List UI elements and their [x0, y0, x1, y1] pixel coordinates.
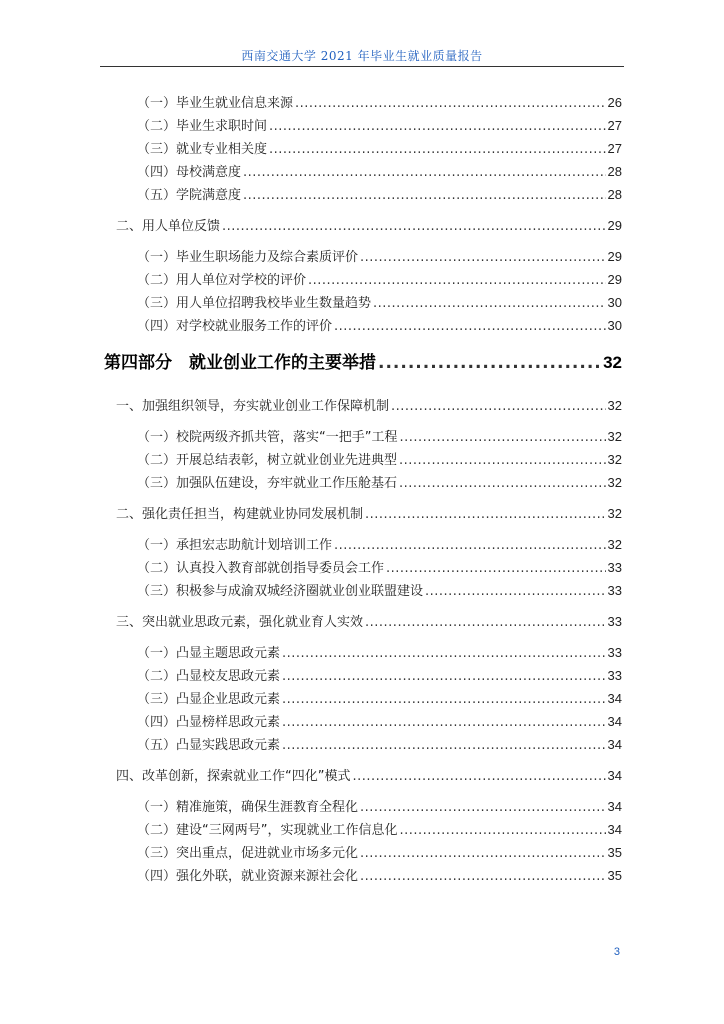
- toc-entry-label: （一）毕业生职场能力及综合素质评价: [137, 250, 359, 265]
- toc-entry-page: 32: [607, 475, 622, 490]
- toc-entry-sec[interactable]: [116, 611, 622, 630]
- toc-leader-dots: [360, 846, 606, 861]
- toc-entry-page: 26: [607, 95, 622, 110]
- toc-entry-page: 34: [607, 714, 622, 729]
- toc-leader-dots: [243, 165, 606, 180]
- toc-entry-page: 33: [607, 583, 622, 598]
- toc-entry-label: （一）承担宏志助航计划培训工作: [137, 538, 333, 553]
- page-number: 3: [613, 946, 620, 958]
- toc-entry-sec[interactable]: [116, 503, 622, 522]
- toc-entry-page: 35: [607, 868, 622, 883]
- toc-entry-sub[interactable]: [137, 92, 622, 111]
- toc-leader-dots: [425, 584, 606, 599]
- toc-entry-label: （五）学院满意度: [137, 188, 242, 203]
- toc-entry-sub[interactable]: [137, 115, 622, 134]
- toc-entry-label: （三）突出重点，促进就业市场多元化: [137, 846, 359, 861]
- toc-leader-dots: [378, 353, 601, 373]
- toc-entry-label: （一）校院两级齐抓共管，落实“一把手”工程: [137, 430, 398, 445]
- page-header-title: 西南交通大学 2021 年毕业生就业质量报告: [241, 49, 483, 63]
- toc-entry-page: 33: [607, 614, 622, 629]
- toc-leader-dots: [243, 188, 606, 203]
- toc-leader-dots: [360, 800, 606, 815]
- toc-entry-page: 28: [607, 164, 622, 179]
- toc-entry-label: （二）凸显校友思政元素: [137, 669, 281, 684]
- toc-leader-dots: [399, 453, 606, 468]
- toc-leader-dots: [352, 769, 605, 784]
- toc-entry-sub[interactable]: [137, 246, 622, 265]
- toc-entry-page: 29: [607, 218, 622, 233]
- toc-entry-label: 第四部分 就业创业工作的主要举措: [104, 353, 376, 373]
- toc-entry-sub[interactable]: [137, 449, 622, 468]
- toc-entry-sub[interactable]: [137, 796, 622, 815]
- toc-leader-dots: [373, 296, 606, 311]
- toc-entry-sub[interactable]: [137, 665, 622, 684]
- toc-leader-dots: [386, 561, 606, 576]
- toc-leader-dots: [308, 273, 606, 288]
- toc-leader-dots: [399, 430, 605, 445]
- toc-entry-page: 32: [603, 353, 622, 372]
- toc-entry-page: 33: [607, 668, 622, 683]
- toc-entry-page: 34: [607, 768, 622, 783]
- toc-leader-dots: [282, 715, 606, 730]
- toc-entry-sub[interactable]: [137, 688, 622, 707]
- toc-entry-sub[interactable]: [137, 315, 622, 334]
- toc-entry-page: 33: [607, 560, 622, 575]
- toc-entry-page: 32: [607, 452, 622, 467]
- toc-entry-page: 32: [607, 429, 622, 444]
- toc-entry-sub[interactable]: [137, 842, 622, 861]
- toc-entry-label: （二）建设“三网两号”，实现就业工作信息化: [137, 823, 398, 838]
- toc-entry-part[interactable]: [104, 348, 622, 373]
- toc-entry-sub[interactable]: [137, 642, 622, 661]
- toc-entry-sub[interactable]: [137, 734, 622, 753]
- toc-leader-dots: [360, 250, 606, 265]
- toc-entry-sub[interactable]: [137, 426, 622, 445]
- toc-entry-sub[interactable]: [137, 269, 622, 288]
- toc-leader-dots: [365, 615, 606, 630]
- toc-entry-page: 34: [607, 799, 622, 814]
- toc-entry-label: （四）母校满意度: [137, 165, 242, 180]
- toc-entry-label: 三、突出就业思政元素，强化就业育人实效: [116, 615, 364, 630]
- toc-entry-page: 34: [607, 691, 622, 706]
- toc-entry-page: 33: [607, 645, 622, 660]
- toc-entry-label: 二、用人单位反馈: [116, 219, 221, 234]
- toc-entry-sec[interactable]: [116, 215, 622, 234]
- toc-entry-page: 35: [607, 845, 622, 860]
- toc-entry-label: （二）用人单位对学校的评价: [137, 273, 307, 288]
- toc-leader-dots: [282, 738, 606, 753]
- toc-entry-label: （二）开展总结表彰，树立就业创业先进典型: [137, 453, 398, 468]
- toc-entry-label: （四）对学校就业服务工作的评价: [137, 319, 333, 334]
- toc-leader-dots: [282, 669, 606, 684]
- toc-leader-dots: [334, 319, 606, 334]
- toc-entry-label: 四、改革创新，探索就业工作“四化”模式: [116, 769, 351, 784]
- toc-entry-label: （三）凸显企业思政元素: [137, 692, 281, 707]
- toc-entry-page: 29: [607, 272, 622, 287]
- toc-entry-label: （一）凸显主题思政元素: [137, 646, 281, 661]
- toc-entry-label: （四）强化外联，就业资源来源社会化: [137, 869, 359, 884]
- toc-entry-page: 28: [607, 187, 622, 202]
- toc-leader-dots: [399, 476, 606, 491]
- toc-leader-dots: [269, 142, 606, 157]
- toc-entry-sub[interactable]: [137, 472, 622, 491]
- toc-entry-page: 32: [607, 506, 622, 521]
- toc-leader-dots: [282, 646, 606, 661]
- toc-leader-dots: [282, 692, 606, 707]
- toc-entry-label: （二）认真投入教育部就创指导委员会工作: [137, 561, 385, 576]
- toc-entry-page: 27: [607, 141, 622, 156]
- toc-leader-dots: [334, 538, 606, 553]
- toc-entry-sub[interactable]: [137, 292, 622, 311]
- toc-leader-dots: [360, 869, 606, 884]
- toc-entry-page: 32: [607, 537, 622, 552]
- toc-entry-sub[interactable]: [137, 138, 622, 157]
- toc-entry-page: 34: [607, 737, 622, 752]
- toc-leader-dots: [391, 399, 606, 414]
- toc-entry-label: 二、强化责任担当，构建就业协同发展机制: [116, 507, 364, 522]
- toc-entry-label: （三）就业专业相关度: [137, 142, 268, 157]
- toc-leader-dots: [365, 507, 606, 522]
- toc-entry-page: 27: [607, 118, 622, 133]
- toc-entry-page: 32: [607, 398, 622, 413]
- toc-entry-sub[interactable]: [137, 865, 622, 884]
- toc-entry-label: （二）毕业生求职时间: [137, 119, 268, 134]
- toc-entry-label: （三）积极参与成渝双城经济圈就业创业联盟建设: [137, 584, 424, 599]
- toc-entry-label: （四）凸显榜样思政元素: [137, 715, 281, 730]
- toc-entry-page: 29: [607, 249, 622, 264]
- toc-entry-page: 30: [607, 318, 622, 333]
- toc-entry-sub[interactable]: [137, 534, 622, 553]
- toc-entry-page: 30: [607, 295, 622, 310]
- toc-entry-sec[interactable]: [116, 765, 622, 784]
- toc-leader-dots: [269, 119, 606, 134]
- toc-entry-sub[interactable]: [137, 557, 622, 576]
- toc-leader-dots: [295, 96, 606, 111]
- toc-entry-label: （三）加强队伍建设，夯牢就业工作压舱基石: [137, 476, 398, 491]
- toc-entry-sub[interactable]: [137, 711, 622, 730]
- toc-entry-sub[interactable]: [137, 161, 622, 180]
- toc-entry-label: （三）用人单位招聘我校毕业生数量趋势: [137, 296, 372, 311]
- toc-entry-sub[interactable]: [137, 184, 622, 203]
- toc-entry-sub[interactable]: [137, 580, 622, 599]
- toc-entry-label: （五）凸显实践思政元素: [137, 738, 281, 753]
- toc-leader-dots: [399, 823, 605, 838]
- toc-entry-page: 34: [607, 822, 622, 837]
- toc-entry-label: （一）精准施策，确保生涯教育全程化: [137, 800, 359, 815]
- toc-entry-sec[interactable]: [116, 395, 622, 414]
- toc-entry-label: 一、加强组织领导，夯实就业创业工作保障机制: [116, 399, 390, 414]
- toc-entry-sub[interactable]: [137, 819, 622, 838]
- toc-leader-dots: [222, 219, 606, 234]
- toc-entry-label: （一）毕业生就业信息来源: [137, 96, 294, 111]
